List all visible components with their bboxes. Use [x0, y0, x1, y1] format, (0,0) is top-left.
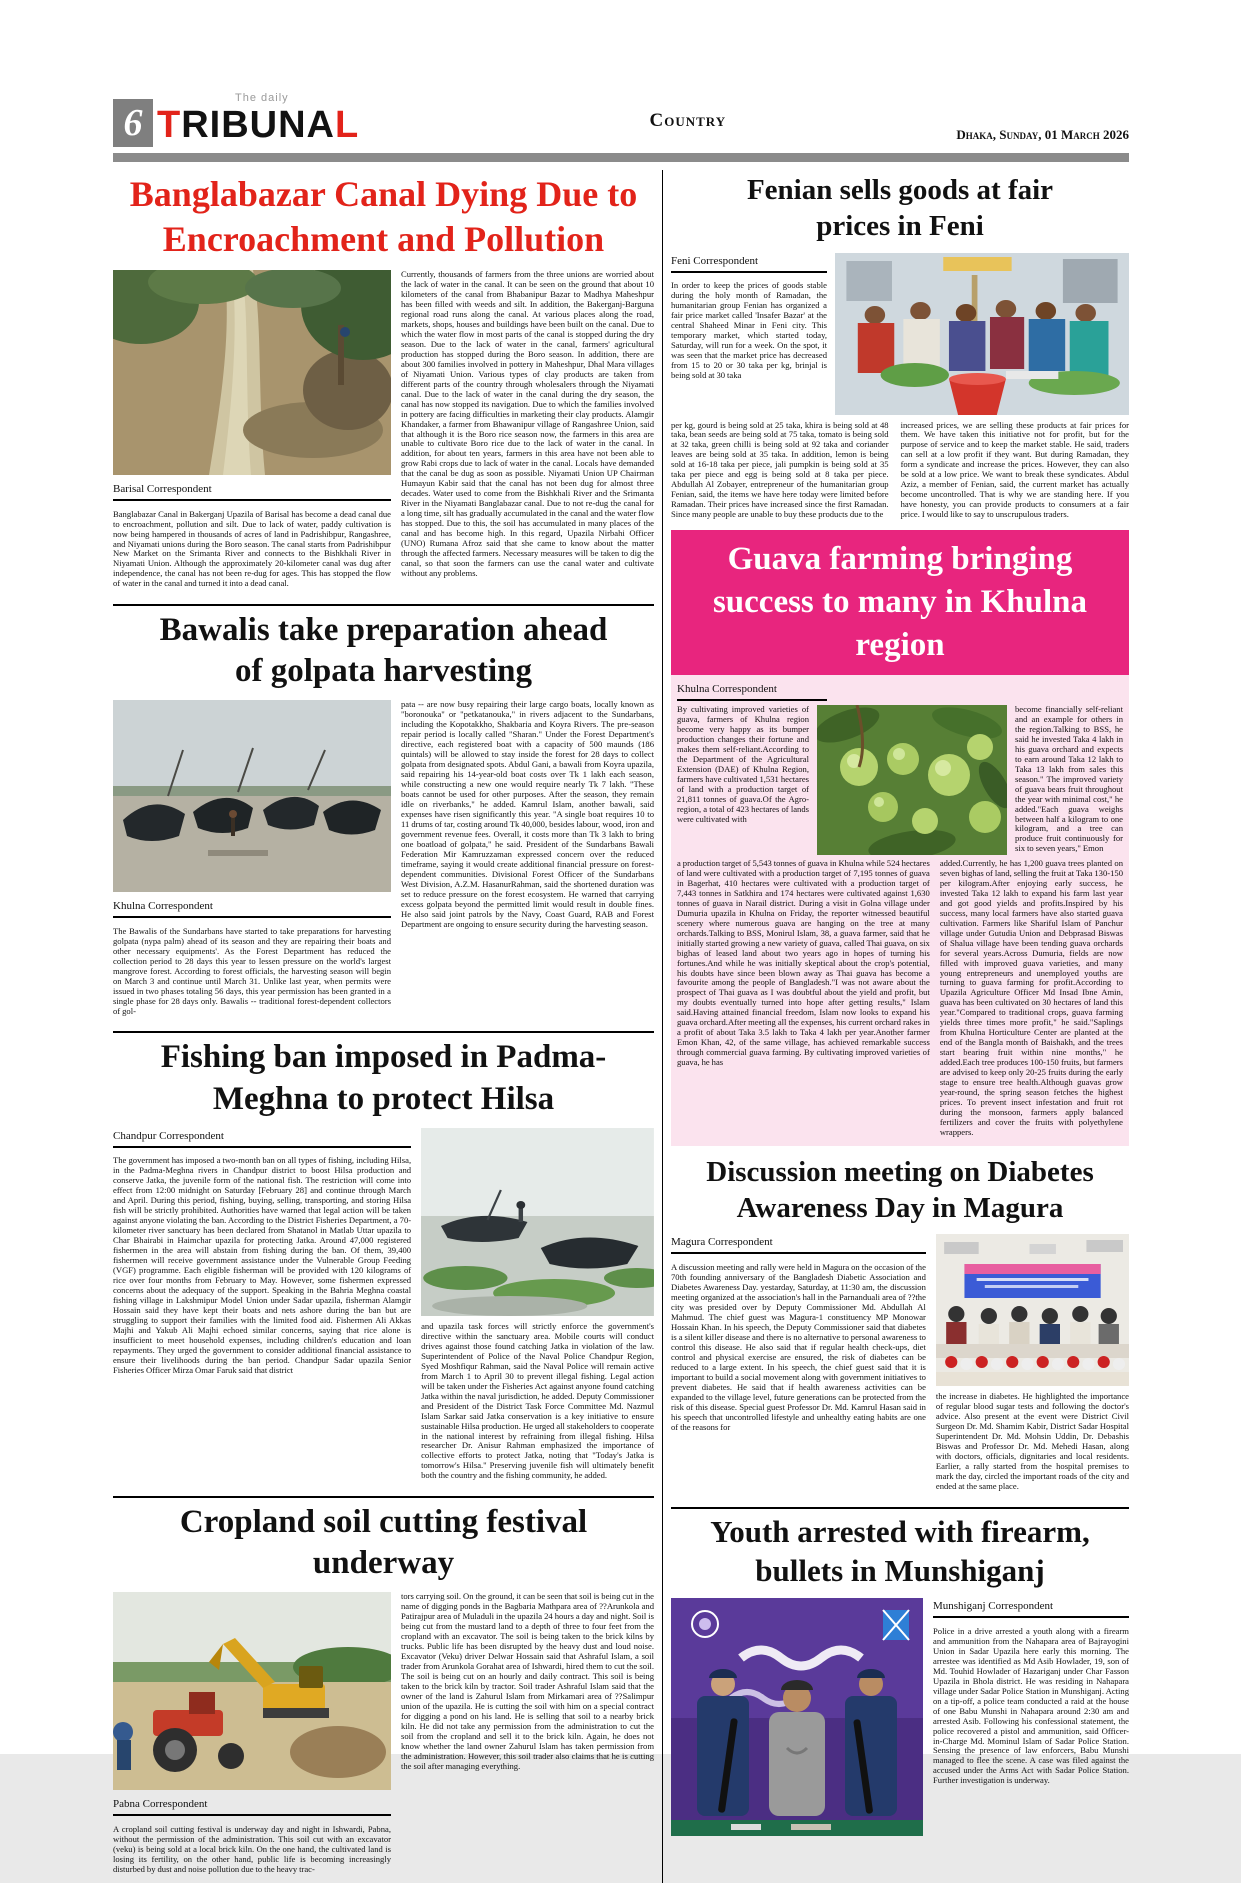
munshiganj-text-col1: Police in a drive arrested a youth along with a firearm and ammunition from the Nahapara area of Bajrayogini Union in Sadar Upazila here early this morning. The arrestee was identified as Md Asib Howlader, 19, son of Md. Touhid Howlader of Hazariganj under Char Fasson Upazila in Bhola district. He was residing in Nahapara village under Sadar Police Station in Munshiganj. Acting on a tip-off, a police team conducted a raid at the house of one Babu Munshi in Nahapara around 2:30 am and arrested Asib. Following his confessional statement, the police recovered a pistol and ammunition, said Officer-in-Charge Md. Mominul Islam of Sadar Police Station. Sensing the presence of law enforcers, Babu Munshi managed to flee the scene. A case was filed against the accused under the Arms Act with Sadar Police Station. Further investigation is underway.	[933, 1625, 1129, 1786]
bawalis-text-col2: pata -- are now busy repairing their large cargo boats, locally known as "boronouka" or "petkatanouka," in rivers adjacent to the Sundarbans, including the Kopotakkho, Shakbaria and Koyra Rivers. The pre-season repair period is locally called "Sharan." Under the Forest Department's directive, each registered boat with a capacity of 500 maunds (186 quintals) will be allowed to stay inside the forest for 28 days to collect golpata from designated spots. Abdul Gani, a bawali from Koyra upazila, said repairing his 14-year-old boat costs over Tk 1 lakh each season, while constructing a new one would require nearly Tk 7 lakh. "These boats cannot be used for other purposes. After the season, they remain idle on riverbanks," he added. Kamrul Islam, another bawali, said expenses have risen significantly this year. "A single boat requires 10 to 11 drums of tar, costing around Tk 40,000, besides labour, wood, iron and government revenue fees. Overall, it costs more than Tk 3 lakh to bring one boatload of golpata," he said. President of the Sundarbans Bawali Federation Mir Kamruzzaman expressed concern over the reduced timeframe, saying it would create additional financial pressure on forest-dependent communities. Divisional Forest Officer of the Sundarbans West Division, A.Z.M. HasanurRahman, said the shortened duration was set to reduce pressure on the forest ecosystem. He warned that carrying excess golpata beyond the permitted limit would result in double fines. He also said joint patrols by the Navy, Coast Guard, RAB and Forest Department are ongoing to ensure security during the harvesting season.	[401, 699, 654, 929]
article-munshiganj	[671, 1513, 1129, 1837]
rule-after-diabetes	[671, 1507, 1129, 1509]
diabetes-text-col1: A discussion meeting and rally were held in Magura on the occasion of the 70th founding anniversary of the Bangladesh Diabetic Association and Diabetes Awareness Day. yestarday, Saturday, at 11:30 am, the discussion meeting organized at the association's hall in the Parnanduali area of ??the city was presided over by Deputy Commissioner Md. Abdullah Al Mahmud. The chief guest was Magura-1 constituency MP Monowar Hossain Khan. In his speech, the Deputy Commissioner said that diabetes is a silent killer disease and there is no alternative to personal awareness to control this disease. He also said that if regular health check-ups, diet control and physical exercise are ensured, the risk of diabetes can be reduced to a large extent. In his speech, the chief guest said that it is important to build a social movement along with government initiatives to prevent diabetes. He said that if health awareness activities can be expanded to the village level, future generations can be protected from the risk of this disease. Special guest Professor Dr. Md. Kamrul Hasan said in his speech that uncontrolled lifestyle and unhealthy eating habits are one of the reasons for	[671, 1262, 926, 1432]
canal-headline: Banglabazar Canal Dying Due to Encroachment and Pollution	[129, 174, 638, 259]
fishing-headline: Fishing ban imposed in Padma-Meghna to protect Hilsa	[160, 1039, 607, 1117]
diabetes-headline: Discussion meeting on Diabetes Awareness Day in Magura	[706, 1155, 1094, 1225]
fishing-byline: Chandpur Correspondent	[113, 1128, 411, 1148]
guava-headline-banner	[671, 530, 1129, 675]
munshiganj-arrest-photo	[671, 1598, 923, 1836]
guava-text-col1: By cultivating improved varieties of guava, farmers of Khulna region become very happy as its bumper production changes their fortune and makes them self-reliant.According to the Department of the Agricultural Extension (DAE) of Khulna Region, farmers have cultivated 1,531 hectares of land with a production target of 21,811 tonnes of guava.Of the Agro-region, a total of 423 hectares of lands were cultivated with	[677, 703, 809, 824]
cropland-byline: Pabna Correspondent	[113, 1796, 391, 1816]
guava-content-box	[671, 675, 1129, 1146]
article-canal	[113, 172, 654, 598]
fenian-byline: Feni Correspondent	[671, 253, 827, 273]
rule-after-canal	[113, 604, 654, 606]
article-cropland	[113, 1502, 654, 1883]
cropland-text-col2: tors carrying soil. On the ground, it can be seen that soil is being cut in the name of digging ponds in the Bagbaria Mathpara area of ??Arunkola and Patirajpur area of Muladuli in the upazila 24 hours a day and night. Soil is being cut from the mustard land to a depth of three to four feet from the cropland with an excavator. The soil is being taken to the brick kilns by trucks. Public life has been disrupted by the heavy dust and loud noise. Excavator (Veku) driver Delwar Hossain said that Ashraful Islam, a soil trader from Arunkola Gorahat area of Ishwardi, hired them to cut the soil. The soil is being cut on an hourly and daily contract. This soil is being taken to the brick kiln by tractor. Soil trader Ashraful Islam said that the owner of the land is Zahurul Islam from Mirkamari area of ??Salimpur union of the upazila. He is cutting the soil with him on a special contract for digging a pond on his land. He is selling that soil to a nearby brick kiln. He did not take any permission from the administration to cut the soil from the cropland and sell it to the brick kiln. Again, he does not know whether the land owner Zahurul Islam has taken permission from the administration. However, this soil trader also claims that he is cutting the soil after managing everything.	[401, 1591, 654, 1771]
tribunal-logo	[157, 92, 359, 147]
guava-headline: Guava farming bringing success to many in Khulna region	[712, 541, 1088, 663]
page-header	[113, 92, 1129, 162]
section-label: Country	[649, 110, 727, 131]
guava-photo	[817, 705, 1007, 855]
bawali-boats-photo	[113, 700, 391, 892]
canal-byline: Barisal Correspondent	[113, 481, 391, 501]
page-number-box	[113, 99, 153, 147]
fenian-text-col1: In order to keep the prices of goods stable during the holy month of Ramadan, the humanitarian group Fenian has organized a fair price market called 'Insafer Bazar' at the central Shaheed Minar in Feni city. This temporary market, which started today, Saturday, will run for a week. On the spot, it was seen that the market price has decreased from 15 to 20 or 30 taka per kg, brinjal is being sold at 30 taka	[671, 280, 827, 380]
guava-text-bottom-left: a production target of 5,543 tonnes of guava in Khulna while 524 hectares of land were cultivated with a production target of 7,195 tonnes of guava in Bagerhat, 410 hectares were cultivated with a production target of 7,443 tonnes in Satkhira and 174 hectares were cultivated against 1,630 tonnes of guava in Narail district. During a visit in Golna village under Dumuria upazila in Khulna on Friday, the reporter witnessed beautiful scenery where numerous guava are hanging on the tree at many orchards.Talking to BSS, Monirul Islam, 38, a guava farmer, said that he initially started growing a new variety of guava, called Thai guava, on six bighas of leased land about two years ago in hopes of turning his fortunes.And while he was initially skeptical about the crop's potential, his doubts have since been blown away as Thai guava has become a favourite among the people of Bangladesh."I was not aware about the prospect of Thai guava as I was doubtful about the yield and profit, but my doubts eventually turned into hope after getting results," Islam said.Having attained financial freedom, Islam now looks to expand his guava orchard.After meeting all the expenses, his current orchard rakes in a profit of about Taka 3.5 lakh to Taka 4 lakh per year.Another farmer Emon Khan, 42, of the same village, has achieved remarkable success through commercial guava farming. By cultivating improved varieties of guava, he has	[677, 857, 930, 1068]
fishing-text-col2: and upazila task forces will strictly enforce the government's directive within the sanctuary area. Mobile courts will conduct drives against those found catching Jatka in violation of the law. Superintendent of Police of the Naval Police Chandpur Region, Syed Moshfiqur Rahman, said the Naval Police will remain active from March 1 to April 30 to prevent illegal fishing. Legal action will be taken under the Fisheries Act against anyone found catching Jatka within the naval jurisdiction, he added. Deputy Commissioner and President of the District Task Force Committee Md. Nazmul Islam Sarkar said Jatka conservation is a key initiative to ensure sustainable Hilsa production. He urged all stakeholders to cooperate in the national interest by refraining from illegal fishing. Hilsa researcher Dr. Anisur Rahman emphasized the importance of collective efforts to protect Jatka, noting that "Today's Jatka is tomorrow's Hilsa." Preserving juvenile fish will ultimately benefit both the country and the fishing community, he added.	[421, 1320, 654, 1481]
cropland-headline: Cropland soil cutting festival underway	[179, 1503, 588, 1582]
dried-canal-photo	[113, 270, 391, 475]
page-number: 6	[123, 102, 143, 144]
article-bawalis	[113, 610, 654, 1025]
cropland-text-col1: A cropland soil cutting festival is underway day and night in Ishwardi, Pabna, without the permission of the administration. This soil cut with an excavator (veku) is being sold at a local brick kiln. On the one hand, the cultivated land is losing its fertility, on the other hand, public life is becoming increasingly disturbed by dust and noise pollution due to the heavy trac-	[113, 1824, 391, 1874]
bawalis-headline: Bawalis take preparation ahead of golpata harvesting	[159, 611, 608, 690]
guava-text-bottom-right: added.Currently, he has 1,200 guava trees planted on seven bighas of land, selling the fruit at Taka 130-150 per kilogram.After enjoying early success, he invested Taka 12 lakh to expand his farm last year and got good yields and profits.Inspired by his success, many local farmers have also started guava cultivation. Farmers like Shariful Islam of Panchur village under Gutudia Union and Debprasad Biswas of Shalua village have been tending guava orchards for several years.Across Dumuria, fields are now filled with improved guava varieties, and many young entrepreneurs and unemployed youths are turning to guava farming for profit.According to Upazila Agriculture Officer Md Insad Ibne Amin, guava has been cultivated on 30 hectares of land this year."Compared to traditional crops, guava farming yields three times more profit," he said."Saplings from Khulna Horticulture Center are planted at the end of the Bangla month of Baishakh, and the trees start bearing fruit within nine months," he added.Each tree produces 100-150 fruits, but farmers are advised to keep only 20-25 fruits during the early stage to ensure tree health.Although guavas grow year-round, the spring season fetches the highest prices. To prevent insect infestation and fruit rot during the monsoon, farmers apply balanced fertilizers and cover the fruits with polyethylene wrappers.	[939, 857, 1123, 1138]
diabetes-byline: Magura Correspondent	[671, 1234, 926, 1254]
diabetes-text-col2: the increase in diabetes. He highlighted the importance of regular blood sugar tests and following the doctor's advice. Also present at the event were District Civil Surgeon Dr. Md. Shamim Kabir, District Sadar Hospital Superintendent Dr. Md. Mohsin Uddin, Dr. Debashis Biswas and Professor Dr. Md. Mehedi Hasan, along with doctors, officials, dignitaries and local residents. Earlier, a rally started from the hospital premises to mark the day, circled the important roads of the city and ended at the same place.	[935, 1391, 1129, 1492]
cropland-excavator-photo	[113, 1592, 391, 1790]
dateline: Dhaka, Sunday, 01 March 2026	[956, 127, 1129, 142]
article-fenian	[671, 172, 1129, 520]
feni-market-photo	[835, 253, 1129, 415]
guava-byline: Khulna Correspondent	[677, 681, 827, 701]
masthead-title: TRIBUNAL	[157, 104, 360, 146]
bawalis-byline: Khulna Correspondent	[113, 898, 391, 918]
guava-text-col3: become financially self-reliant and an example for others in the region.Talking to BSS, he said he invested Taka 4 lakh in his guava orchard and expects to earn around Taka 12 lakh to Taka 13 lakh from sales this season." The improved variety of guava bears fruit throughout the year with minimal cost," he added."Each guava weighs between half a kilogram to one kilogram, and a tree can produce fruit continuously for six to seven years," Emon	[1015, 703, 1123, 854]
fishing-text-col1: The government has imposed a two-month ban on all types of fishing, including Hilsa, in the Padma-Meghna rivers in Chandpur district to boost Hilsa production and conserve Jatka, the juvenile form of the national fish. The restriction will come into effect from 12:00 midnight on Saturday [February 28] and continue through March and April. During this period, fishing, buying, selling, transporting, and storing Hilsa fish will be strictly prohibited. Authorities have warned that legal action will be taken against anyone violating the ban. According to the District Fisheries Department, a 70-kilometer river sanctuary has been declared from Shatanol in Matlab Uttar upazila to Char Bhairabi in Haimchar upazila for protecting Jatka. Around 47,000 registered fishermen in the area will abstain from fishing during the ban. Of them, 39,400 fishermen will receive government assistance under the Vulnerable Group Feeding (VGF) programme. Each eligible fisherman will be provided with 120 kilograms of rice over four months from February to May. However, some fishermen expressed concerns about the adequacy of the support. Speaking in the Bahria Meghna coastal fishing village in Lakshmipur Model Union under Sadar upazila, fisherman Alamgir Hossain said they have kept their boats and nets ashore during the ban but are struggling to support their families with the limited food aid. Fishermen Ali Akkas Majhi and Yakub Ali Majhi echoed similar concerns, saying that rice alone is insufficient to meet household expenses, including children's education and loan repayments. They urged the government to consider additional financial assistance to ensure their livelihoods during the ban period. Chandpur Sadar upazila Senior Fisheries Officer Mirza Omar Faruk said that district	[113, 1155, 412, 1375]
article-fishing	[113, 1037, 654, 1490]
magura-meeting-photo	[936, 1234, 1129, 1386]
masthead	[113, 92, 359, 147]
munshiganj-headline: Youth arrested with firearm, bullets in Munshiganj	[710, 1513, 1090, 1588]
fenian-text-col3: increased prices, we are selling these products at fair prices for them. We have taken this initiative not for profit, but for the purpose of service and to keep the market stable. He said, traders can sell at a low profit if they want. But during Ramadan, they form a syndicate and increase the prices. However, they can also be sold at a low price. We want to break these syndicates. Abdul Aziz, a member of Fenian, said, the current market has actually become uncontrolled. That is why we are standing here. If you have honesty, you can provide products to consumers at a fair price. I would like to say to unscrupulous traders.	[900, 419, 1129, 520]
canal-text-col2: Currently, thousands of farmers from the three unions are worried about the lack of water in the canal. It can be seen on the ground that about 10 kilometers of the canal from Bhabanipur Bazar to Madhya Maheshpur has been filled with weeds and silt. In addition, the Bakerganj-Barguna regional road runs along the canal. At various places along the road, markets, shops, houses and buildings have been built on the canal. Due to which the water flow in most parts of the canal is stopped during the dry season. Due to the lack of water in the canal, farmers' agricultural production has stopped during the Boro season. In addition, there are about 300 families involved in pottery in Maheshpur, Dhal Mara villages of Niyamati Union. Various types of clay products are taken from different parts of the country through wholesalers through the Niyamati canal. Due to the lack of water in the canal during the dry season, the canal has now stopped its navigation. Due to which the families involved in pottery are facing difficulties in marketing their clay products. Alamgir Khandaker, a farmer from Bhawanipur village of Rangashree Union, said that although it is the Boro rice season now, the farmers in this area are unable to cultivate Boro rice due to the lack of water in the canal. In addition, for about ten years, farmers in this area have not been able to grow Rabi crops due to lack of water in the canal. Locals have demanded that the canal be dug as soon as possible. Niyamati Union UP Chairman Humayun Kabir said that the canal has not been dug for almost three decades. Water used to come from the Bishkhali River and the Srimanta River in the Niyamati Banglabazar canal. Due to not re-dug the canal for a long time, silt has gradually accumulated in the canal and the water flow has stopped. Due to this, the soil has accumulated in many places of the canal and has become high. In this regard, Upazila Nirbahi Officer (UNO) Rumana Afroz said that she came to know about the matter through the affected farmers. Necessary measures will be taken to dig the canal, so that soon the farmers can use the canal water and cultivate without any problems.	[401, 269, 654, 579]
fenian-text-col2: per kg, gourd is being sold at 25 taka, khira is being sold at 48 taka, bean seeds are being sold at 75 taka, tomato is being sold at 32 taka, green chilli is being sold at 92 taka and coriander leaves are being sold at 35 taka. In addition, lemon is being sold at 16-18 taka per piece, jali pumpkin is being sold at 35 taka per piece and egg is being sold at 8 taka per piece. Abdullah Al Zobayer, entrepreneur of the humanitarian group Fenian, said, the items we have here today were limited before Ramadan. Their prices have increased since the first Ramadan. Since many people are unable to buy these products due to the	[671, 419, 889, 520]
canal-text-col1: Banglabazar Canal in Bakerganj Upazila of Barisal has become a dead canal due to encroachment, pollution and silt. Due to lack of water, paddy cultivation is now being hampered in thousands of acres of land in Padrishibpur, Rangashree, and Niyamati unions during the Boro season. The canal starts from Padrishibpur New Market on the Srimanta River and connects to the Bishkhali River in Niyamati Union. Although the approximately 20-kilometer canal was dug after independence, the canal has not been re-dug for ages. This has stopped the flow of water in the canal and turned it into a dead canal.	[113, 508, 391, 589]
bawalis-text-col1: The Bawalis of the Sundarbans have started to take preparations for harvesting golpata (nypa palm) ahead of its season and they are repairing their boats and other necessary equipments'. As the Forest Department has reduced the collection period to 28 days this year to lessen pressure on the world's largest mangrove forest. According to forest officials, the harvesting season will begin on March 3 and continue until March 31. Unlike last year, when permits were issued in two phases totaling 56 days, this year permission has been granted in a single phase for 28 days only. Bawalis -- traditional forest-dependent collectors of gol-	[113, 926, 391, 1016]
masthead-tagline: The daily	[235, 92, 289, 104]
article-diabetes	[671, 1154, 1129, 1501]
hilsa-boats-photo	[421, 1128, 654, 1316]
fenian-headline: Fenian sells goods at fair prices in Feni	[746, 174, 1054, 243]
rule-after-bawalis	[113, 1031, 654, 1033]
rule-after-fishing	[113, 1496, 654, 1498]
munshiganj-byline: Munshiganj Correspondent	[933, 1598, 1129, 1618]
article-guava	[671, 530, 1129, 1146]
header-divider-bar	[113, 153, 1129, 162]
